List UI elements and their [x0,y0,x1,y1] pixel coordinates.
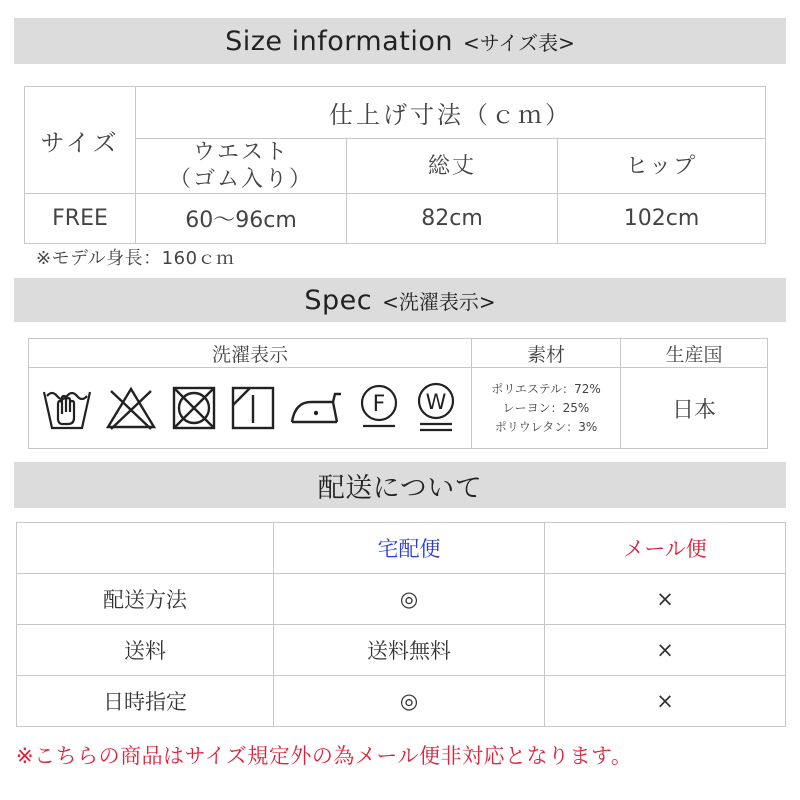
material-polyester: ポリエステル：72% [491,381,601,396]
care-label-title: 洗濯表示 [211,343,288,366]
material-title: 素材 [526,343,565,366]
waist-elastic-label: （ゴム入り） [168,167,313,192]
mail-delivery-label: メール便 [623,537,707,561]
spec-table [28,338,768,449]
size-label: サイズ [40,128,120,157]
row-label-cell [17,625,274,676]
wet-clean-letter: W [425,390,447,414]
home-cell [274,574,545,625]
cross-icon: × [656,689,674,713]
cross-icon: × [656,638,674,662]
spec-header-title: Spec [304,284,373,316]
finished-dimensions-label: 仕上げ寸法（ｃｍ） [329,101,572,129]
care-icons-cell [29,368,472,449]
shipping-table [16,522,786,727]
shipping-header [14,462,786,508]
mail-delivery-header [545,523,786,574]
shipping-fee-label: 送料 [124,639,166,663]
origin-cell [621,368,768,449]
iron-low-icon [289,388,343,428]
date-time-designation-label: 日時指定 [103,690,187,714]
length-value: 82cm [421,206,483,231]
double-circle-icon: ◎ [399,689,419,713]
care-label-header [29,339,472,368]
size-header-title: Size information [225,25,453,57]
origin-value: 日本 [671,397,716,423]
home-cell [274,676,545,727]
hip-value: 102cm [623,206,700,231]
material-cell [472,368,621,449]
mail-cell [545,625,786,676]
line-dry-shade-icon [230,385,276,431]
table-row [17,625,786,676]
size-label-cell [25,87,136,194]
row-label-cell [17,676,274,727]
length-header [347,139,558,194]
spec-header-subtitle: <洗濯表示> [382,289,496,314]
table-row [17,574,786,625]
waist-header [136,139,347,194]
mail-cell [545,574,786,625]
material-rayon: レーヨン：25% [502,400,590,415]
mail-delivery-warning: ※こちらの商品はサイズ規定外の為メール便非対応となります。 [16,744,633,768]
free-shipping-value: 送料無料 [367,639,451,663]
double-circle-icon: ◎ [399,587,419,611]
home-delivery-label: 宅配便 [377,537,441,561]
waist-label: ウエスト [192,140,289,165]
hip-value-cell [558,194,766,244]
size-information-header [14,18,786,64]
waist-value: 60〜96cm [185,208,297,233]
dry-clean-letter: F [372,392,386,417]
material-polyurethane: ポリウレタン：3% [494,419,598,434]
mail-cell [545,676,786,727]
wet-clean-w-icon [414,381,458,435]
delivery-method-label: 配送方法 [103,588,187,612]
hip-header [558,139,766,194]
waist-value-cell [136,194,347,244]
hand-wash-icon [42,384,92,432]
shipping-corner-cell [17,523,274,574]
size-value: FREE [52,206,108,231]
spec-header [14,278,786,322]
length-label: 総丈 [427,153,476,179]
origin-title: 生産国 [665,343,723,366]
hip-label: ヒップ [625,153,698,179]
table-row [17,676,786,727]
row-label-cell [17,574,274,625]
shipping-header-title: 配送について [317,472,483,504]
finished-dimensions-header [136,87,766,139]
size-value-cell [25,194,136,244]
size-header-subtitle: <サイズ表> [462,30,575,55]
dry-clean-f-icon [357,383,401,433]
home-delivery-header [274,523,545,574]
no-bleach-icon [105,385,157,431]
model-height-note: ※モデル身長：160ｃｍ [36,248,235,269]
size-table [24,86,766,244]
origin-header [621,339,768,368]
no-tumble-dry-icon [171,385,217,431]
cross-icon: × [656,587,674,611]
material-header [472,339,621,368]
length-value-cell [347,194,558,244]
home-cell [274,625,545,676]
